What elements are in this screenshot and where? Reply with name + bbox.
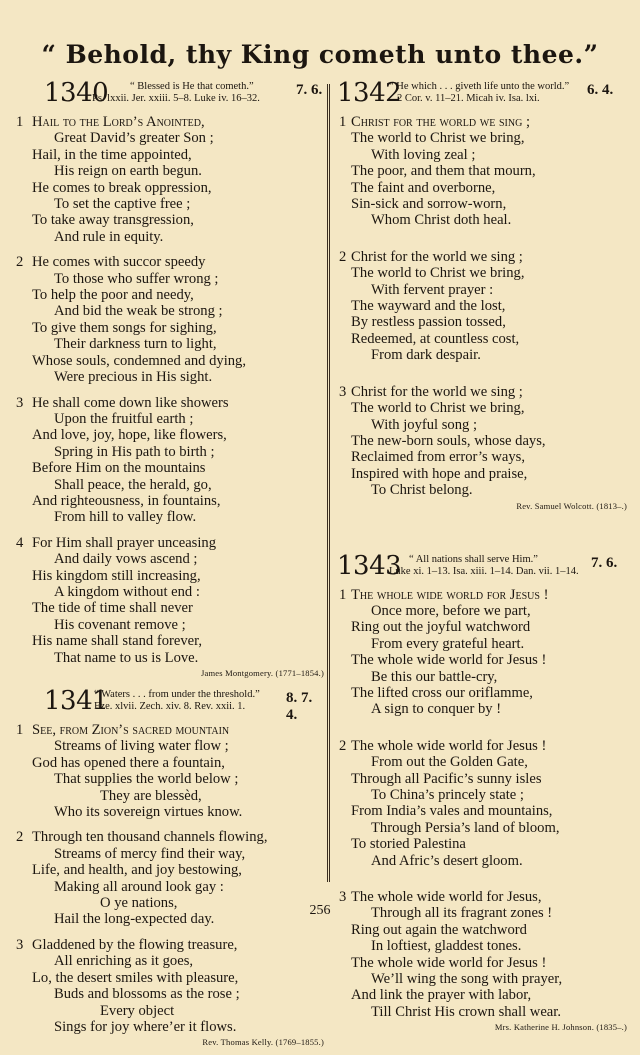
verse-line: They are blessèd, — [100, 787, 202, 804]
hymn-number: 1341 — [44, 686, 109, 716]
verse-line: Ring out again the watchword — [351, 921, 527, 938]
hymn-scripture: Ps. lxxii. Jer. xxiii. 5–8. Luke iv. 16–32. — [92, 93, 260, 104]
stanza-list — [335, 114, 627, 499]
verse-line: Christ for the world we sing ; — [351, 248, 523, 265]
stanza-number: 3 — [339, 889, 347, 906]
verse-line: By restless passion tossed, — [351, 314, 506, 331]
page-title: “ Behold, thy King cometh unto thee.” — [41, 40, 599, 69]
verse-line: The world to Christ we bring, — [351, 400, 525, 417]
verse-line: Through ten thousand channels flowing, — [32, 829, 268, 846]
verse-line: Upon the fruitful earth ; — [54, 410, 194, 427]
verse-line: To take away transgression, — [32, 212, 194, 229]
verse-line: And link the prayer with labor, — [351, 987, 532, 1004]
verse-line: The poor, and them that mourn, — [351, 163, 536, 180]
verse-line: To help the poor and needy, — [32, 287, 194, 304]
verse-line: From dark despair. — [371, 347, 481, 364]
verse-line: To Christ belong. — [371, 482, 473, 499]
hymn-scripture: Eze. xlvii. Zech. xiv. 8. Rev. xxii. 1. — [94, 701, 246, 712]
verse-line: All enriching as it goes, — [54, 953, 194, 970]
verse-line: Before Him on the mountains — [32, 460, 206, 477]
hymn-attribution: Rev. Samuel Wolcott. (1813–.) — [516, 500, 627, 511]
verse-line: Gladdened by the flowing treasure, — [32, 936, 238, 953]
verse-line: From out the Golden Gate, — [371, 754, 528, 771]
verse-line: Christ for the world we sing ; — [351, 383, 523, 400]
verse-line: Inspired with hope and praise, — [351, 465, 528, 482]
hymn-meter: 7. 6. — [296, 82, 323, 98]
verse-line: And rule in equity. — [54, 228, 164, 245]
verse-line: Through Persia’s land of bloom, — [371, 819, 560, 836]
hymn-attribution: James Montgomery. (1771–1854.) — [200, 668, 324, 678]
stanza-number: 3 — [16, 394, 24, 411]
hymn-subtitle: “ Blessed is He that cometh.” — [130, 81, 254, 92]
hymn-attribution: Mrs. Katherine H. Johnson. (1835–.) — [494, 1022, 627, 1033]
verse-line: Shall peace, the herald, go, — [54, 476, 212, 493]
verse-line: And Afric’s desert gloom. — [371, 852, 523, 869]
verse-line: Christ for the world we sing ; — [351, 114, 531, 130]
verse-line: The whole wide world for Jesus, — [351, 889, 542, 906]
verse-line: His kingdom still increasing, — [32, 567, 201, 584]
hymn-number: 1340 — [44, 78, 109, 108]
verse-line: Who its sovereign virtues know. — [54, 804, 243, 821]
verse-line: With loving zeal ; — [371, 146, 476, 163]
hymn-header — [12, 78, 324, 114]
stanza — [335, 738, 627, 869]
page-number: 256 — [309, 903, 331, 918]
verse-line: The whole wide world for Jesus ! — [351, 652, 547, 669]
verse-line: And love, joy, hope, like flowers, — [32, 427, 227, 444]
hymn-meter: 7. 6. — [591, 554, 618, 571]
stanza-number: 1 — [339, 586, 347, 603]
verse-line: Lo, the desert smiles with pleasure, — [32, 969, 239, 986]
verse-line: Once more, before we part, — [371, 602, 531, 619]
verse-line: The wayward and the lost, — [351, 298, 506, 315]
verse-line: He comes to break oppression, — [32, 179, 212, 196]
verse-line: And bid the weak be strong ; — [54, 303, 223, 320]
verse-line: That supplies the world below ; — [54, 771, 239, 788]
verse-line: Making all around look gay : — [54, 878, 224, 895]
verse-line: A kingdom without end : — [54, 583, 200, 600]
stanza-number: 2 — [16, 829, 24, 846]
verse-line: Through all its fragrant zones ! — [371, 905, 553, 922]
verse-line: Redeemed, at countless cost, — [351, 330, 520, 347]
verse-line: See, from Zion’s sacred mountain — [32, 722, 230, 738]
stanza-number: 4 — [16, 534, 24, 551]
verse-line: With joyful song ; — [371, 416, 478, 433]
hymn-header — [12, 686, 324, 722]
verse-line: Streams of mercy find their way, — [54, 845, 246, 862]
verse-line: That name to us is Love. — [54, 649, 199, 666]
verse-line: The whole wide world for Jesus ! — [351, 586, 549, 603]
stanza — [335, 384, 627, 499]
verse-line: Ring out the joyful watchword — [351, 619, 531, 636]
right-column — [335, 78, 627, 1040]
hymn-number: 1342 — [337, 78, 402, 108]
stanza-number: 1 — [16, 114, 24, 130]
verse-line: Whom Christ doth heal. — [371, 212, 512, 229]
stanza-number: 2 — [16, 254, 24, 271]
stanza-list — [335, 587, 627, 1021]
verse-line: His covenant remove ; — [54, 616, 186, 633]
stanza — [12, 937, 324, 1035]
hymn-number: 1343 — [337, 550, 402, 581]
hymn-subtitle: “ He which . . . giveth life unto the world.” — [389, 81, 570, 92]
verse-line: Hail the long-expected day. — [54, 911, 215, 928]
verse-line: The world to Christ we bring, — [351, 130, 525, 147]
verse-line: Were precious in His sight. — [54, 369, 213, 386]
stanza-number: 3 — [339, 383, 347, 400]
verse-line: His reign on earth begun. — [54, 163, 202, 180]
column-divider — [327, 84, 330, 882]
verse-line: To set the captive free ; — [54, 196, 191, 213]
verse-line: He shall come down like showers — [32, 394, 229, 411]
verse-line: From every grateful heart. — [371, 635, 525, 652]
verse-line: The lifted cross our oriflamme, — [351, 684, 533, 701]
stanza-number: 1 — [339, 114, 347, 130]
hymn-header — [335, 551, 627, 587]
verse-line: O ye nations, — [100, 895, 178, 912]
verse-line: And daily vows ascend ; — [54, 551, 198, 568]
hymn-meter: 6. 4. — [587, 82, 614, 98]
verse-line: To those who suffer wrong ; — [54, 270, 219, 287]
verse-line: And righteousness, in fountains, — [32, 492, 221, 509]
hymn-subtitle: “ All nations shall serve Him.” — [409, 553, 538, 565]
verse-line: He comes with succor speedy — [32, 254, 206, 271]
verse-line: Hail to the Lord’s Anointed, — [32, 114, 205, 130]
verse-line: The whole wide world for Jesus ! — [351, 737, 547, 754]
verse-line: Till Christ His crown shall wear. — [371, 1003, 561, 1020]
stanza-number: 2 — [339, 248, 347, 265]
verse-line: Streams of living water flow ; — [54, 738, 229, 755]
verse-line: Whose souls, condemned and dying, — [32, 352, 247, 369]
verse-line: The new-born souls, whose days, — [351, 432, 546, 449]
verse-line: Every object — [100, 1002, 175, 1019]
hymn-attribution: Rev. Thomas Kelly. (1769–1855.) — [202, 1037, 324, 1048]
verse-line: The tide of time shall never — [32, 600, 193, 617]
verse-line: From India’s vales and mountains, — [351, 803, 553, 820]
stanza-number: 2 — [339, 737, 347, 754]
stanza — [335, 249, 627, 364]
verse-line: Sin-sick and sorrow-worn, — [351, 196, 507, 213]
hymn-subtitle: “ Waters . . . from under the threshold.” — [94, 689, 260, 700]
stanza-list — [12, 722, 324, 1035]
verse-line: Through all Pacific’s sunny isles — [351, 770, 542, 787]
verse-line: God has opened there a fountain, — [32, 754, 225, 771]
verse-line: In loftiest, gladdest tones. — [371, 938, 522, 955]
stanza-number: 3 — [16, 936, 24, 953]
verse-line: With fervent prayer : — [371, 281, 494, 298]
verse-line: Great David’s greater Son ; — [54, 130, 214, 147]
hymn-scripture: Luke xi. 1–13. Isa. xiii. 1–14. Dan. vii. 1–14. — [389, 565, 579, 577]
verse-line: To storied Palestina — [351, 836, 466, 853]
verse-line: For Him shall prayer unceasing — [32, 534, 216, 551]
verse-line: Their darkness turn to light, — [54, 336, 217, 353]
stanza — [12, 254, 324, 385]
stanza — [335, 587, 627, 718]
verse-line: Buds and blossoms as the rose ; — [54, 986, 240, 1003]
stanza — [12, 535, 324, 666]
stanza-list — [12, 114, 324, 666]
stanza — [12, 395, 324, 526]
verse-line: A sign to conquer by ! — [371, 701, 502, 718]
verse-line: To give them songs for sighing, — [32, 319, 217, 336]
hymn-1341 — [12, 686, 324, 1047]
verse-line: We’ll wing the song with prayer, — [371, 971, 563, 988]
stanza — [12, 722, 324, 820]
verse-line: The whole wide world for Jesus ! — [351, 954, 547, 971]
verse-line: Life, and health, and joy bestowing, — [32, 862, 242, 879]
verse-line: His name shall stand forever, — [32, 633, 203, 650]
hymn-scripture: 2 Cor. v. 11–21. Micah iv. Isa. lxi. — [397, 93, 540, 104]
verse-line: The world to Christ we bring, — [351, 265, 525, 282]
hymn-header — [335, 78, 627, 114]
stanza — [335, 114, 627, 229]
verse-line: The faint and overborne, — [351, 179, 496, 196]
verse-line: To China’s princely state ; — [371, 787, 524, 803]
verse-line: From hill to valley flow. — [54, 509, 197, 526]
stanza — [12, 114, 324, 245]
verse-line: Hail, in the time appointed, — [32, 146, 192, 163]
hymn-1342 — [335, 78, 627, 511]
stanza-number: 1 — [16, 722, 24, 738]
verse-line: Reclaimed from error’s ways, — [351, 449, 525, 466]
verse-line: Sings for joy where’er it flows. — [54, 1018, 237, 1035]
hymn-1343 — [335, 551, 627, 1033]
hymn-meter: 8. 7. 4. — [286, 690, 313, 723]
verse-line: Be this our battle-cry, — [371, 668, 498, 685]
verse-line: Spring in His path to birth ; — [54, 443, 215, 460]
hymn-1340 — [12, 78, 324, 678]
